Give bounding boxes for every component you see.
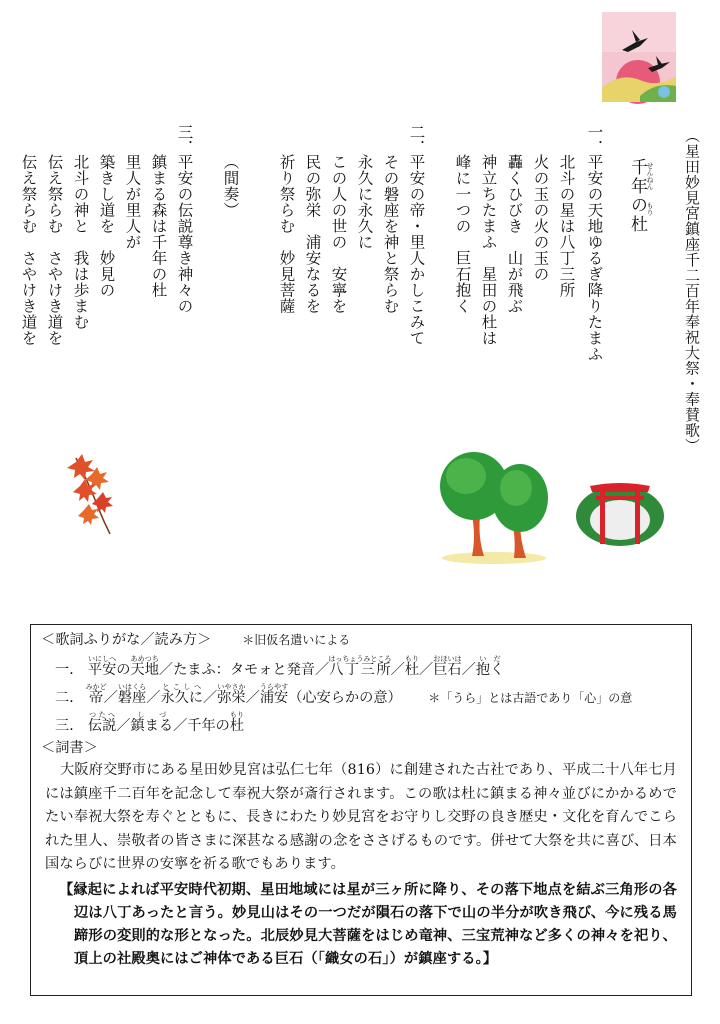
verse-1-line-6: 峰に一つの 巨石抱く [453, 154, 472, 314]
reading-2-note: ＊「うら」とは古語であり「心」の意 [428, 691, 633, 705]
reading-1-text-10: ／ [461, 662, 476, 678]
reading-row-3 [41, 711, 681, 737]
reading-1-word-11: 抱くいだ [475, 655, 505, 678]
reading-3-text-2: ／ [116, 718, 131, 734]
readings-heading: ＜歌詞ふりがな／読み方＞ [41, 632, 212, 648]
reading-2-text-10: （心安らかの意） [288, 690, 402, 706]
torii-gate-illustration [574, 478, 666, 548]
reading-1-word-3: 天地あめつち [130, 655, 159, 678]
verse-2-line-1: 平安の帝・里人かしこみて [407, 154, 426, 346]
verse-1-line-5: 神立ちたまふ 星田の杜は [479, 154, 498, 346]
interlude: （間奏） [221, 154, 240, 218]
reading-1-number: 一． [55, 662, 84, 678]
verse-3-number: 三． [175, 124, 194, 156]
reading-2-text-2: ／ [103, 690, 118, 706]
reading-1-word-9: 巨石おほいは [433, 655, 462, 678]
verse-1-line-3: 火の玉の火の玉の [531, 154, 550, 282]
verse-1-line-2: 北斗の星は八丁三所 [557, 154, 576, 298]
reading-2-number: 二． [55, 690, 84, 706]
reading-3-number: 三． [55, 718, 84, 734]
verse-3-line-7: 伝え祭らむ さやけき道を [19, 154, 38, 346]
verse-2-line-4: この人の世の 安寧を [329, 154, 348, 314]
crane-sunset-illustration [600, 10, 678, 104]
reading-2-text-8: ／ [245, 690, 260, 706]
reading-2-word-1: 帝みかど [85, 683, 107, 706]
verse-3-line-6: 伝え祭らむ さやけき道を [45, 154, 64, 346]
trees-illustration [436, 446, 552, 566]
reading-1-word-5: 八丁三所はっちょうみところ [328, 655, 392, 678]
verse-3-line-5: 北斗の神と 我は歩まむ [71, 154, 90, 330]
verse-2-line-2: その磐座を神と祭らむ [381, 154, 400, 314]
reading-1-text-6: ／ [390, 662, 405, 678]
legend-text: 【縁起によれば平安時代初期、星田地域には星が三ヶ所に降り、その落下地点を結ぶ三角形の各辺は八丁あったと言う。妙見山はその一つだが隕石の落下で山の半分が吹き飛び、今に残る馬蹄形の変則的な形となった。北辰妙見大菩薩をはじめ竜神、三宝荒神など多くの神々を祀り、頂上の社殿奥にはご神体である巨石（「織女の石」）が鎮座する。】 [59, 881, 677, 967]
reading-3-text-4: ／千年の [173, 718, 230, 734]
title-ruby-2: もり [646, 202, 654, 216]
maple-branch-illustration [66, 452, 122, 538]
reading-1-text-8: ／ [419, 662, 434, 678]
reading-1-word-1: 平安いにしへ [87, 655, 117, 678]
verse-3-line-3: 里人が里人が [123, 154, 142, 250]
reading-3-word-1: 伝説つたへ [87, 711, 117, 734]
reading-1-word-7: 杜もり [404, 655, 420, 678]
reading-2-word-9: 浦安うらやす [259, 683, 289, 706]
title-ruby-1: せんねん [646, 162, 654, 190]
verse-3-line-2: 鎮まる森は千年の杜 [149, 154, 168, 298]
verse-2-line-3: 永久に永久に [355, 154, 374, 250]
reading-2-text-6: ／ [203, 690, 218, 706]
readings-heading-note: ＊旧仮名遣いによる [242, 633, 351, 647]
notes-box [30, 624, 692, 996]
lyrics-heading: ＜詞書＞ [41, 740, 98, 756]
reading-2-word-5: 永久にとこしへ [160, 683, 204, 706]
reading-3-word-5: 杜もり [229, 711, 245, 734]
reading-2-word-3: 磐座いはくら [117, 683, 147, 706]
reading-3-word-3: 鎮まるしづ [130, 711, 174, 734]
verse-3-line-4: 築きし道を 妙見の [97, 154, 116, 298]
reading-row-1 [41, 655, 681, 681]
verse-2-line-5: 民の弥栄 浦安なるを [303, 154, 322, 314]
reading-row-2 [41, 683, 681, 709]
reading-1-text-2: の [116, 662, 131, 678]
verse-3-line-1: 平安の伝説尊き神々の [175, 154, 194, 314]
verse-1-line-1: 平安の天地ゆるぎ降りたまふ [585, 154, 604, 362]
song-title [628, 158, 645, 234]
reading-2-word-7: 弥栄いやさか [217, 683, 246, 706]
song-subtitle: （星田妙見宮鎮座千二百年奉祝大祭・奉賛歌） [683, 128, 701, 454]
song-title-text: 千年の杜 [627, 158, 647, 234]
verse-2-number: 二． [407, 124, 426, 156]
reading-1-text-4: ／たまふ：タモォと発音／ [158, 662, 330, 678]
verse-1-line-4: 轟くひびき 山が飛ぶ [505, 154, 524, 314]
verse-2-line-6: 祈り祭らむ 妙見菩薩 [277, 154, 296, 314]
readings-heading-row [41, 629, 681, 651]
lyrics-body: 大阪府交野市にある星田妙見宮は弘仁七年（816）に創建された古社であり、平成二十八年七月には鎮座千二百年を記念して奉祝大祭が斎行されます。この歌は杜に鎮まる神々並びにかかるめでたい奉祝大祭を寿ぐとともに、長きにわたり妙見宮をお守りし交野の良き歴史・文化を育んでこられた里人、崇敬者の皆さまに深甚なる感謝の念をささげるものです。併せて大祭を共に喜び、日本国ならびに世界の安寧を祈る歌でもあります。 [45, 762, 677, 872]
verse-1-number: 一． [585, 124, 604, 156]
reading-2-text-4: ／ [146, 690, 161, 706]
